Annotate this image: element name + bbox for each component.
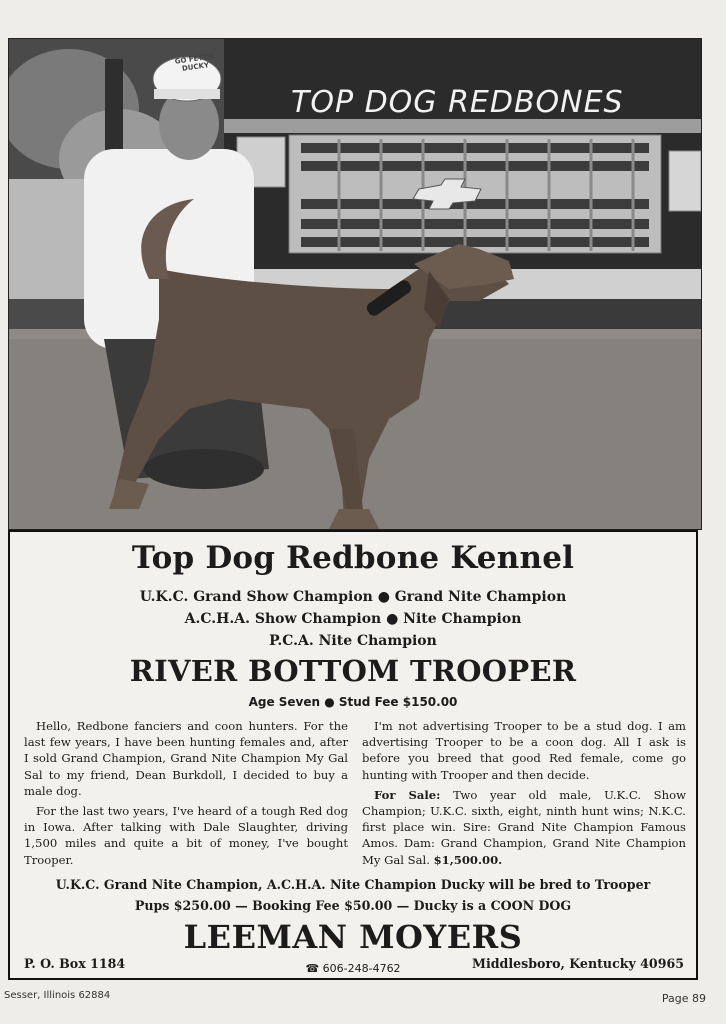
paragraph: For the last two years, I've heard of a tough Red dog in Iowa. After talking with Dale Slaughter, driving 1,500 miles and quite a bit of money, I've bought Trooper. [24, 804, 348, 867]
champion-titles [10, 586, 696, 652]
pups-line: Pups $250.00 — Booking Fee $50.00 — Ducky is a COON DOG [134, 898, 572, 913]
breeding-announcement [10, 874, 696, 916]
page-number: Page 89 [661, 992, 706, 1005]
paragraph: I'm not advertising Trooper to be a stud dog. I am advertising Trooper to be a coon dog. All I ask is before you breed that good Red female, come go hunting with Trooper and then decide. [362, 719, 686, 782]
bred-line: U.K.C. Grand Nite Champion, A.C.H.A. Nite Champion Ducky will be bred to Trooper [55, 877, 651, 892]
right-column [362, 718, 686, 872]
left-column [24, 718, 348, 872]
for-sale-text: Two year old male, U.K.C. Show Champion; U.K.C. sixth, eight, ninth hunt wins; N.K.C. first place win. Sire: Grand Nite Champion Famous Amos. Dam: Grand Champion, Grand Nite Champion My Gal Sal. [362, 787, 686, 867]
truck-lettering: TOP DOG REDBONES [291, 85, 624, 120]
paragraph: Hello, Redbone fanciers and coon hunters. For the last few years, I have been hunting females and, after I sold Grand Champion, Grand Nite Champion My Gal Sal to my friend, Dean Burkdoll, I decided to buy a male dog. [24, 719, 348, 798]
title-line: P.C.A. Nite Champion [269, 633, 437, 649]
footer-location: Sesser, Illinois 62884 [4, 990, 111, 1001]
advertisement-box [8, 530, 698, 980]
for-sale-label: For Sale: [374, 787, 441, 802]
po-box: P. O. Box 1184 [24, 956, 126, 971]
city-address: Middlesboro, Kentucky 40965 [472, 956, 684, 971]
owner-name: LEEMAN MOYERS [183, 918, 523, 956]
kennel-photo [8, 38, 702, 530]
age-stud-fee: Age Seven ● Stud Fee $150.00 [248, 695, 458, 709]
cap-lettering: GO FETCH DUCKY [174, 52, 215, 73]
title-line: A.C.H.A. Show Champion ● Nite Champion [184, 611, 522, 627]
for-sale-paragraph [362, 787, 686, 868]
phone-number: ☎ 606-248-4762 [305, 962, 401, 975]
dog-name: RIVER BOTTOM TROOPER [129, 654, 577, 688]
title-line: U.K.C. Grand Show Champion ● Grand Nite Champion [139, 589, 567, 605]
kennel-name: Top Dog Redbone Kennel [131, 540, 575, 576]
for-sale-price: $1,500.00. [433, 852, 503, 867]
